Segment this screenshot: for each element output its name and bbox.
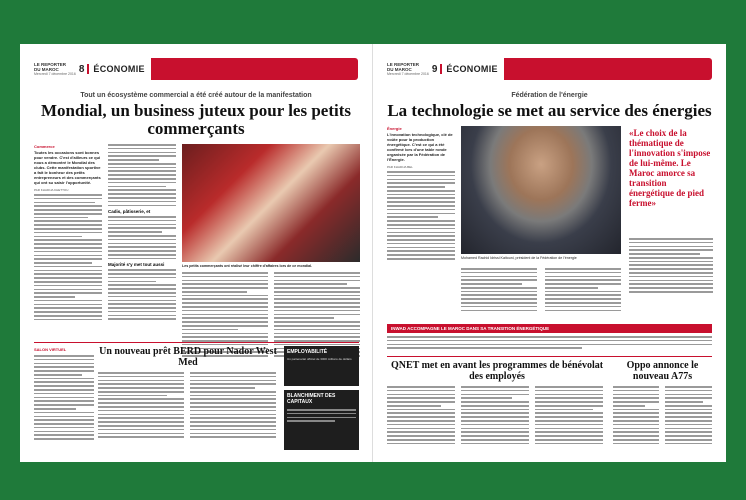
body-text [108,144,176,206]
body-text [108,216,176,259]
employability-title: EMPLOYABILITÉ [287,349,328,355]
pull-quote: «Le choix de la thématique de l'innovation s'impose de lui-même. Le Maroc amorce sa transition énergétique de pied ferme» [629,128,711,208]
newspaper-logo: LE REPORTER DU MAROC Mercredi 7 décembre 2016 [34,62,76,76]
body-text [613,386,659,444]
second-article-headline: Un nouveau prêt BERD pour Nador West Med [99,346,277,368]
article-column-3 [545,268,621,311]
body-text [629,238,713,293]
employability-box [284,346,359,386]
president-portrait [461,126,621,254]
body-text [461,386,529,444]
article-body [34,144,358,359]
body-text [108,269,176,320]
article-lede [387,126,455,162]
lede-tag: Commerce [34,144,55,149]
body-text [535,386,603,444]
section-rubric: ÉCONOMIE [87,64,144,74]
lede-text: Toutes les occasions sont bonnes pour vendre. C'est d'ailleurs ce qui nous a démontré le Mondial des clubs. Cette manifestation sportive a fait le bonheur des petits entrepreneurs et des commerçants qui ont su saisir l'opportunité. [34,150,101,185]
article-body [387,126,712,306]
employability-text: Un partenariat officiel de 3000 millions de dollars [287,357,352,361]
second-article-column-2 [190,372,276,438]
right-page [373,44,726,462]
section-subhead: Cadis, pâtisserie, et [108,209,151,215]
right-masthead [387,58,712,80]
byline: PAR KHADIJA BEL [387,165,413,169]
page-number: 9 [431,63,438,75]
oppo-headline: Oppo annonce le nouveau A77s [626,360,699,382]
body-text [387,336,712,349]
masthead-red-bar [504,58,712,80]
body-text [387,171,455,260]
article-lede [34,144,102,185]
money-laundering-title: BLANCHIMENT DES CAPITAUX [287,393,336,405]
body-text [190,372,276,438]
salon-label: SALON VIRTUEL [34,347,67,352]
qnet-column-1 [387,386,455,444]
body-text [287,409,356,422]
lede-tag: Énergie [387,126,402,131]
oppo-column-1 [613,386,659,444]
body-text [665,386,712,444]
article-column-1 [34,144,102,320]
article-column-3 [182,272,268,357]
body-text [461,268,537,311]
body-text [274,272,360,357]
salon-column [34,355,94,440]
article-headline: Mondial, un business juteux pour les petits commerçants [40,101,351,138]
section-subhead: Majorité s'y met tout aussi [108,262,165,268]
page-number: 8 [78,63,85,75]
section-divider [387,356,712,357]
article-column-4 [274,272,360,357]
body-text [182,272,268,357]
commerce-photo [182,144,360,262]
masthead-red-bar [151,58,358,80]
portrait-caption: Mohamed Rachid Idrissi Kaitouni, président de la Fédération de l'énergie [461,256,577,260]
body-text [387,386,455,444]
body-text [34,194,102,320]
article-kicker: Fédération de l'énergie [511,92,588,99]
newspaper-logo: LE REPORTER DU MAROC Mercredi 7 décembre 2016 [387,62,429,76]
byline: PAR KHADIJA KHETTOU [34,188,69,192]
body-text [98,372,184,438]
left-page [20,44,373,462]
body-text [545,268,621,311]
article-kicker: Tout un écosystème commercial a été créé autour de la manifestation [80,92,312,99]
qnet-column-3 [535,386,603,444]
left-masthead [34,58,358,80]
article-column-1 [387,126,455,260]
body-text [34,355,94,440]
article-column-2 [461,268,537,311]
newspaper-spread [20,44,726,462]
qnet-headline: QNET met en avant les programmes de bénévolat des employés [390,360,604,382]
photo-caption: Les petits commerçants ont réalisé leur chiffre d'affaires lors de ce mondial. [182,264,313,268]
lede-text: L'innovation technologique, clé de voûte pour la production énergétique. C'est ce qui a été confirmé lors d'une table ronde organisée par la Fédération de l'Énergie. [387,132,453,162]
article-column-2 [108,144,176,320]
inwad-banner: INWAD ACCOMPAGNE LE MAROC DANS SA TRANSITION ÉNERGÉTIQUE [387,324,712,333]
article-column-4 [629,238,713,293]
section-rubric: ÉCONOMIE [440,64,497,74]
money-laundering-box [284,390,359,450]
oppo-column-2 [665,386,712,444]
second-article-column-1 [98,372,184,438]
qnet-column-2 [461,386,529,444]
banner-body [387,336,712,349]
section-divider [34,342,359,343]
article-headline: La technologie se met au service des énergies [387,101,712,120]
